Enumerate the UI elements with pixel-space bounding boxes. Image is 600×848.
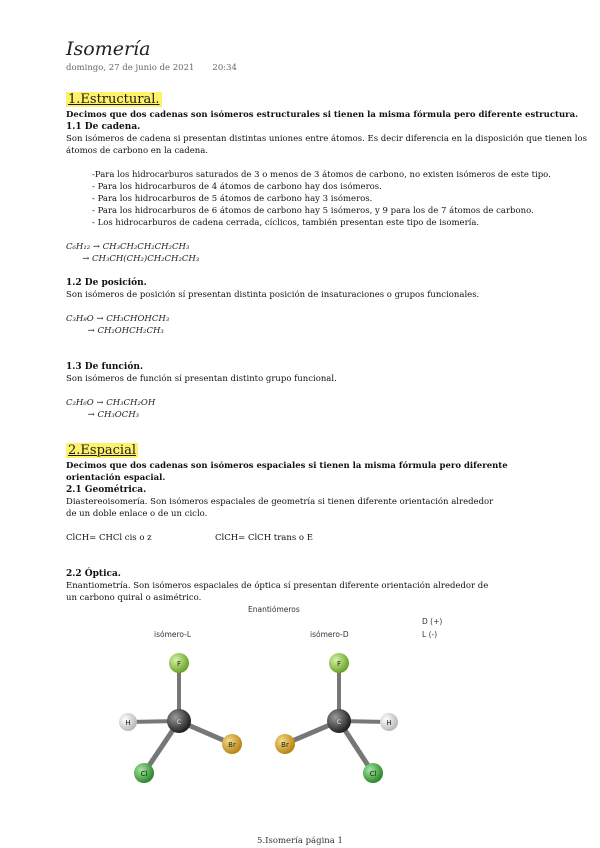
formula-cadena [66, 241, 199, 265]
subsection-optica-text-2: un carbono quiral o asimétrico. [66, 593, 202, 603]
page-title: Isomería [66, 38, 151, 60]
right-molecule [275, 653, 398, 783]
formula-posicion [66, 313, 169, 337]
formula-line: → CH₃OCH₃ [66, 410, 140, 420]
page-footer: 5.Isomería página 1 [257, 836, 343, 846]
atom-label: F [336, 660, 342, 668]
cadena-bullet-list [92, 169, 551, 229]
subsection-optica-text-1: Enantiometría. Son isómeros espaciales de óptica sí presentan diferente orientación alrededor de [66, 581, 489, 591]
atom-label: Br [228, 741, 236, 749]
formula-line: C₆H₁₂ → CH₃CH₂CH₂CH₂CH₃ [66, 242, 190, 252]
date-text: domingo, 27 de junio de 2021 [66, 63, 195, 73]
left-isomer-label: isómero-L [154, 630, 192, 639]
atom-label: C [336, 719, 342, 726]
formula-funcion [66, 397, 155, 421]
section-estructural-intro: Decimos que dos cadenas son isómeros estructurales si tienen la misma fórmula pero diferente estructura. [66, 110, 579, 120]
subsection-posicion-title: 1.2 De posición. [66, 278, 147, 288]
subsection-cadena-text-1: Son isómeros de cadena si presentan distintas uniones entre átomos. Es decir diferencia en la disposición que tienen los [66, 134, 587, 144]
subsection-funcion-title: 1.3 De función. [66, 362, 143, 372]
subsection-cadena-text-2: átomos de carbono en la cadena. [66, 146, 208, 156]
formula-line: C₂H₆O → CH₃CH₂OH [66, 398, 156, 408]
atom-label: F [176, 660, 182, 668]
atom-label: H [386, 719, 392, 727]
section-espacial-intro-1: Decimos que dos cadenas son isómeros espaciales si tienen la misma fórmula pero diferente [66, 461, 508, 471]
atom-label: Cl [369, 770, 377, 778]
subsection-geometrica-text-1: Diastereoisomería. Son isómeros espaciales de geometría si tienen diferente orientación alrededor [66, 497, 494, 507]
list-item: - Para los hidrocarburos de 5 átomos de carbono hay 3 isómeros. [92, 194, 373, 204]
atom-label: C [176, 719, 182, 726]
trans-isomer-text: ClCH= ClCH trans o E [215, 533, 313, 543]
cis-isomer-text: ClCH= CHCl cis o z [66, 533, 152, 543]
section-estructural-heading: 1.Estructural. [68, 92, 160, 107]
section-espacial-intro-2: orientación espacial. [66, 473, 166, 483]
list-item: - Para los hidrocarburos de 6 átomos de carbono hay 5 isómeros, y 9 para los de 7 átomos de carbono. [92, 206, 534, 216]
atom-label: Br [281, 741, 289, 749]
subsection-optica-title: 2.2 Óptica. [66, 569, 121, 579]
formula-line: → CH₂OHCH₂CH₃ [66, 326, 164, 336]
section-espacial-heading: 2.Espacial [68, 443, 136, 458]
subsection-cadena-title: 1.1 De cadena. [66, 122, 141, 132]
enantiomers-figure [0, 640, 600, 800]
formula-line: → CH₃CH(CH₂)CH₂CH₂CH₃ [66, 254, 200, 264]
subsection-funcion-text: Son isómeros de función sí presentan distinto grupo funcional. [66, 374, 337, 384]
l-minus-label: L (-) [422, 630, 438, 639]
d-plus-label: D (+) [422, 617, 443, 626]
list-item: - Para los hidrocarburos de 4 átomos de carbono hay dos isómeros. [92, 182, 382, 192]
subsection-geometrica-title: 2.1 Geométrica. [66, 485, 147, 495]
subsection-posicion-text: Son isómeros de posición sí presentan distinta posición de insaturaciones o grupos funcionales. [66, 290, 480, 300]
figure-title: Enantiómeros [248, 605, 300, 614]
left-molecule [119, 653, 242, 783]
time-text: 20:34 [212, 63, 237, 73]
subsection-geometrica-text-2: de un doble enlace o de un ciclo. [66, 509, 208, 519]
atom-label: H [125, 719, 131, 727]
right-isomer-label: isómero-D [310, 630, 349, 639]
list-item: -Para los hidrocarburos saturados de 3 o menos de 3 átomos de carbono, no existen isómeros de este tipo. [92, 170, 551, 180]
list-item: - Los hidrocarburos de cadena cerrada, cíclicos, también presentan este tipo de isomería. [92, 218, 480, 228]
page-date [66, 63, 237, 73]
atom-label: Cl [140, 770, 148, 778]
formula-line: C₃H₈O → CH₃CHOHCH₃ [66, 314, 170, 324]
